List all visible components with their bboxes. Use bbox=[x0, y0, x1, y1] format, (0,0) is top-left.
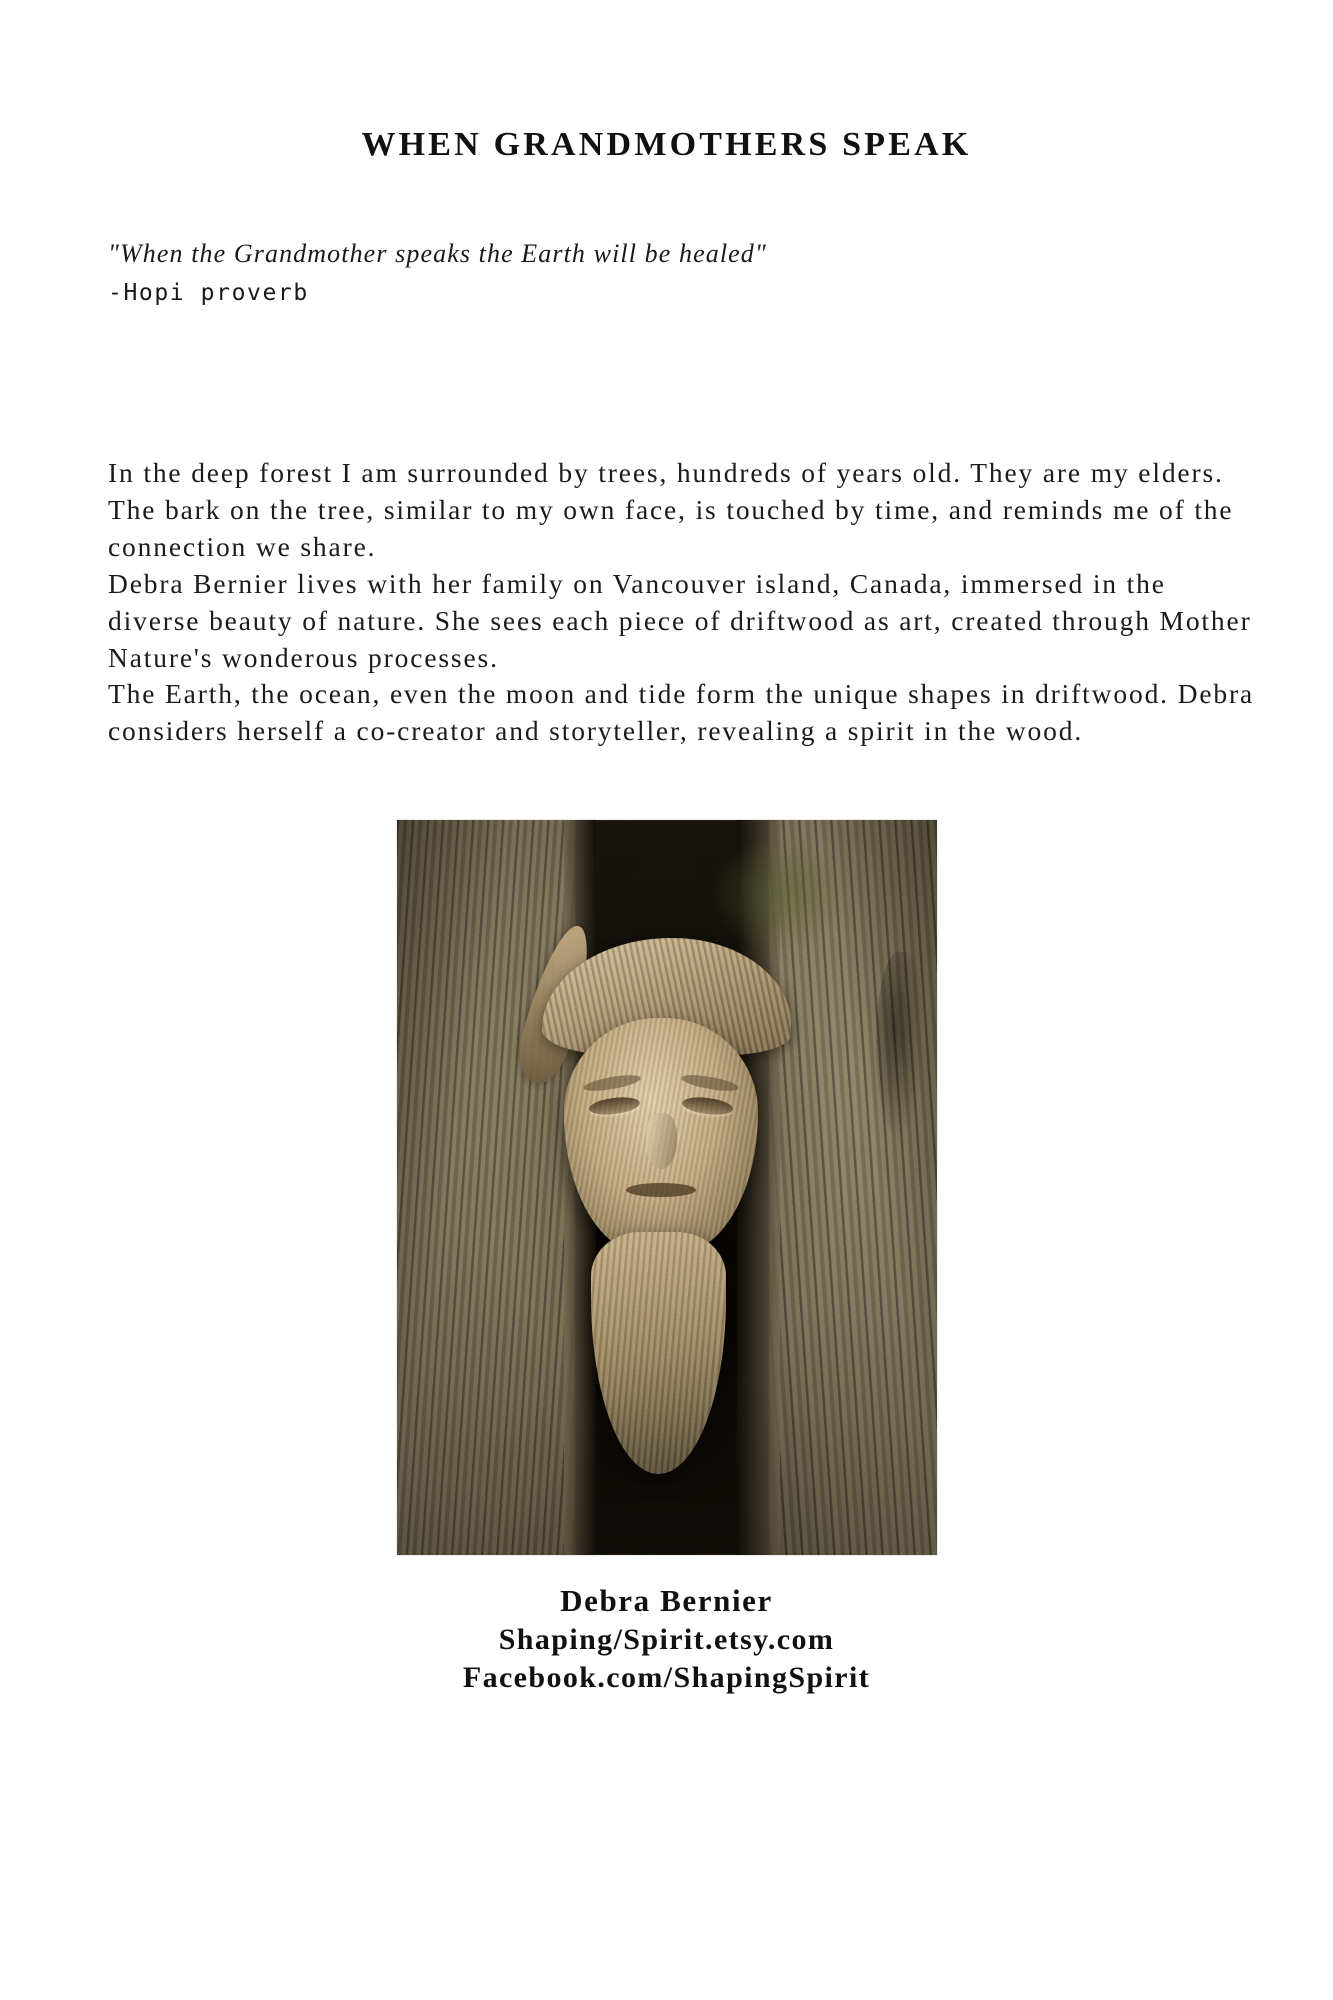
quote-text: "When the Grandmother speaks the Earth will be healed" bbox=[108, 239, 767, 268]
facebook-link[interactable]: Facebook.com/ShapingSpirit bbox=[462, 1661, 871, 1695]
eye-left bbox=[588, 1095, 640, 1117]
carved-face bbox=[564, 1018, 758, 1253]
etsy-shop-link[interactable]: Shaping/Spirit.etsy.com bbox=[498, 1622, 835, 1656]
paragraph-3: The Earth, the ocean, even the moon and tide form the unique shapes in driftwood. Debra considers herself a co-creator and storyteller, revealing a spirit in the wood. bbox=[108, 678, 1255, 747]
paragraph-2: Debra Bernier lives with her family on Vancouver island, Canada, immersed in the diverse beauty of nature. She sees each piece of driftwood as art, created through Mother Nature's wonderous processes. bbox=[108, 567, 1252, 673]
artist-name: Debra Bernier bbox=[560, 1583, 773, 1619]
artwork-figure bbox=[0, 750, 1333, 1555]
quote-block bbox=[0, 164, 1333, 309]
credits-block bbox=[0, 1555, 1333, 1697]
paragraph-1: In the deep forest I am surrounded by trees, hundreds of years old. They are my elders. The bark on the tree, similar to my own face, is touched by time, and reminds me of the connection we share. bbox=[108, 457, 1234, 562]
brow-right bbox=[680, 1072, 739, 1094]
brow-left bbox=[583, 1072, 642, 1094]
moss-patch bbox=[710, 835, 850, 953]
mouth bbox=[626, 1183, 696, 1197]
eye-right bbox=[682, 1095, 734, 1117]
quote-attribution: -Hopi proverb bbox=[108, 280, 309, 307]
nose bbox=[646, 1113, 677, 1169]
body-text bbox=[0, 455, 1258, 750]
page-title: WHEN GRANDMOTHERS SPEAK bbox=[361, 126, 972, 163]
driftwood-sculpture-photo bbox=[397, 820, 937, 1555]
